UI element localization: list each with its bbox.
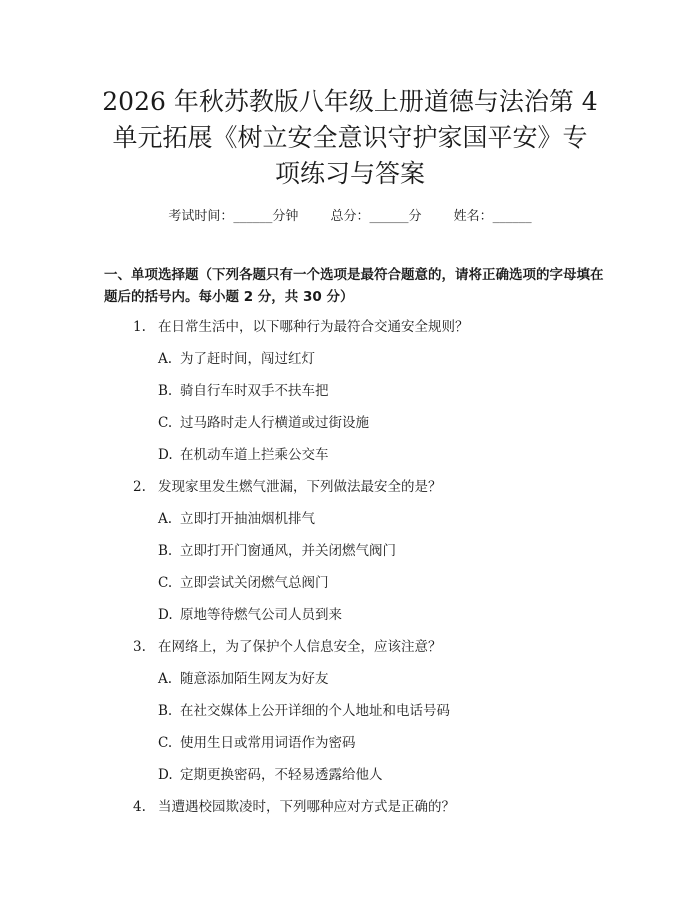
option-letter: D. [158, 607, 173, 623]
question-2 [133, 478, 442, 496]
option-2a [158, 510, 315, 528]
option-letter: B. [158, 383, 173, 399]
option-letter: C. [158, 415, 173, 431]
question-number: 3. [133, 639, 146, 655]
question-4 [133, 798, 455, 816]
exam-time: 考试时间：______分钟 [168, 209, 299, 224]
title-line-3: 项练习与答案 [274, 159, 425, 188]
option-text: 过马路时走人行横道或过街设施 [180, 415, 369, 431]
option-text: 定期更换密码，不轻易透露给他人 [180, 767, 383, 783]
option-2c [158, 574, 329, 592]
document-title [70, 84, 630, 192]
title-line-1: 2026 年秋苏教版八年级上册道德与法治第 4 [102, 87, 598, 116]
option-letter: B. [158, 543, 173, 559]
total-score: 总分：______分 [330, 209, 422, 224]
question-text: 在日常生活中，以下哪种行为最符合交通安全规则？ [158, 319, 469, 335]
option-text: 在机动车道上拦乘公交车 [180, 447, 329, 463]
option-letter: A. [158, 351, 173, 367]
option-2d [158, 606, 342, 624]
option-1b [158, 382, 329, 400]
option-letter: C. [158, 575, 173, 591]
option-text: 立即尝试关闭燃气总阀门 [180, 575, 329, 591]
option-text: 原地等待燃气公司人员到来 [180, 607, 342, 623]
option-3c [158, 734, 356, 752]
option-letter: D. [158, 767, 173, 783]
option-text: 立即打开门窗通风，并关闭燃气阀门 [180, 543, 396, 559]
question-1 [133, 318, 469, 336]
student-name: 姓名：______ [453, 209, 532, 224]
question-number: 4. [133, 799, 146, 815]
option-1d [158, 446, 329, 464]
option-1c [158, 414, 369, 432]
option-1a [158, 350, 315, 368]
option-3b [158, 702, 450, 720]
option-text: 立即打开抽油烟机排气 [180, 511, 315, 527]
option-text: 为了赶时间，闯过红灯 [180, 351, 315, 367]
option-letter: C. [158, 735, 173, 751]
option-text: 骑自行车时双手不扶车把 [180, 383, 329, 399]
option-letter: D. [158, 447, 173, 463]
option-2b [158, 542, 396, 560]
question-text: 在网络上，为了保护个人信息安全，应该注意？ [158, 639, 442, 655]
exam-meta [0, 205, 700, 224]
option-3a [158, 670, 329, 688]
option-letter: A. [158, 511, 173, 527]
question-number: 1. [133, 319, 146, 335]
question-text: 发现家里发生燃气泄漏，下列做法最安全的是？ [158, 479, 442, 495]
option-text: 在社交媒体上公开详细的个人地址和电话号码 [180, 703, 450, 719]
question-3 [133, 638, 442, 656]
section-heading: 一、单项选择题（下列各题只有一个选项是最符合题意的，请将正确选项的字母填在题后的括号内。每小题 2 分，共 30 分） [104, 267, 604, 305]
question-text: 当遭遇校园欺凌时，下列哪种应对方式是正确的？ [158, 799, 455, 815]
option-letter: A. [158, 671, 173, 687]
option-text: 随意添加陌生网友为好友 [180, 671, 329, 687]
title-line-2: 单元拓展《树立安全意识守护家国平安》专 [112, 123, 588, 152]
option-3d [158, 766, 383, 784]
option-letter: B. [158, 703, 173, 719]
question-number: 2. [133, 479, 146, 495]
option-text: 使用生日或常用词语作为密码 [180, 735, 356, 751]
